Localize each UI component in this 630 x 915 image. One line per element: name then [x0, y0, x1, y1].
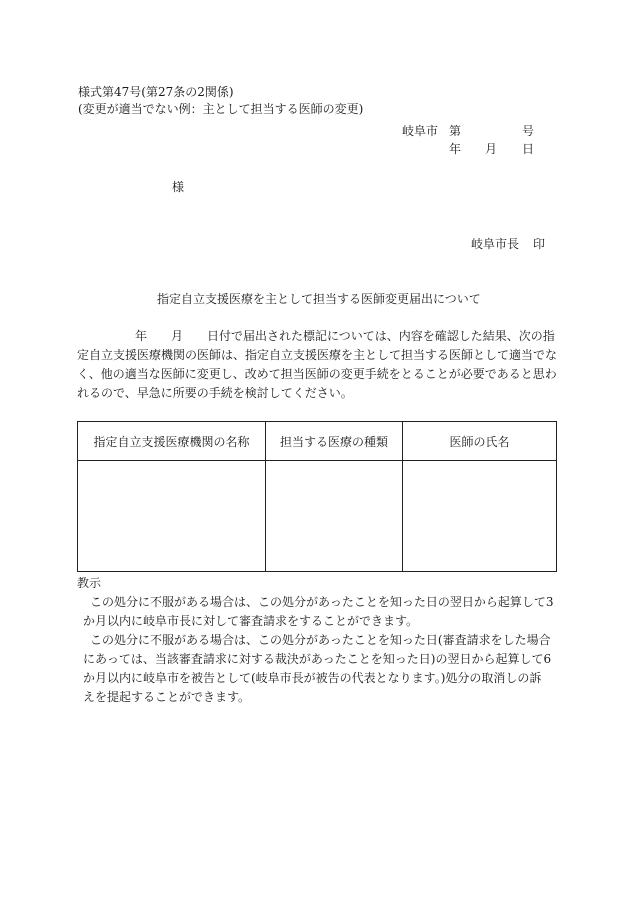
date-day: 日 — [522, 142, 535, 156]
header-medical-type: 担当する医療の種類 — [266, 422, 403, 461]
body-line-4: れるので、早急に所要の手続を検討してください。 — [77, 386, 353, 400]
header-institution-name: 指定自立支援医療機関の名称 — [78, 422, 266, 461]
cell-medical-type[interactable] — [266, 461, 403, 572]
sender-seal: 印 — [533, 237, 546, 251]
table-row — [78, 461, 557, 572]
cell-doctor-name[interactable] — [403, 461, 557, 572]
body-paragraph — [77, 327, 559, 403]
form-number: 様式第47号(第27条の2関係) — [78, 85, 234, 99]
body-line-2: 定自立支援医療機関の医師は、指定自立支援医療を主として担当する医師として適当でな — [77, 348, 558, 362]
table-header-row — [78, 422, 557, 461]
doc-number-suffix: 号 — [522, 124, 535, 138]
notice-label: 教示 — [77, 576, 102, 590]
body-line-3: く、他の適当な医師に変更し、改めて担当医師の変更手続をとることが必要であると思わ — [77, 367, 557, 381]
recipient-honorific: 様 — [172, 180, 185, 194]
notice-item1-line2: か月以内に岐阜市長に対して審査請求をすることができます。 — [83, 614, 419, 628]
doctor-table — [77, 421, 557, 572]
doc-number-prefix: 第 — [449, 124, 462, 138]
notice-item2-line1: この処分に不服がある場合は、この処分があったことを知った日(審査請求をした場合 — [90, 633, 551, 647]
date-month: 月 — [485, 142, 498, 156]
sender-name: 岐阜市長 — [471, 237, 520, 251]
notice-item1-line1: この処分に不服がある場合は、この処分があったことを知った日の翌日から起算して3 — [90, 595, 554, 609]
notice-item2-line2: にあっては、当該審査請求に対する裁決があったことを知った日)の翌日から起算して6 — [83, 652, 552, 666]
date-year: 年 — [449, 142, 462, 156]
appeal-notice — [77, 574, 559, 707]
cell-institution-name[interactable] — [78, 461, 266, 572]
doc-issuer: 岐阜市 — [402, 124, 439, 138]
notice-item2-line4: えを提起することができます。 — [83, 690, 251, 704]
notice-item2-line3: か月以内に岐阜市を被告として(岐阜市長が被告の代表となります。)処分の取消しの訴 — [83, 671, 542, 685]
document-title: 指定自立支援医療を主として担当する医師変更届出について — [157, 292, 481, 306]
example-note: (変更が適当でない例：主として担当する医師の変更) — [78, 102, 364, 116]
body-line-1: 年 月 日付で届出された標記については、内容を確認した結果、次の指 — [135, 329, 555, 343]
header-doctor-name: 医師の氏名 — [403, 422, 557, 461]
